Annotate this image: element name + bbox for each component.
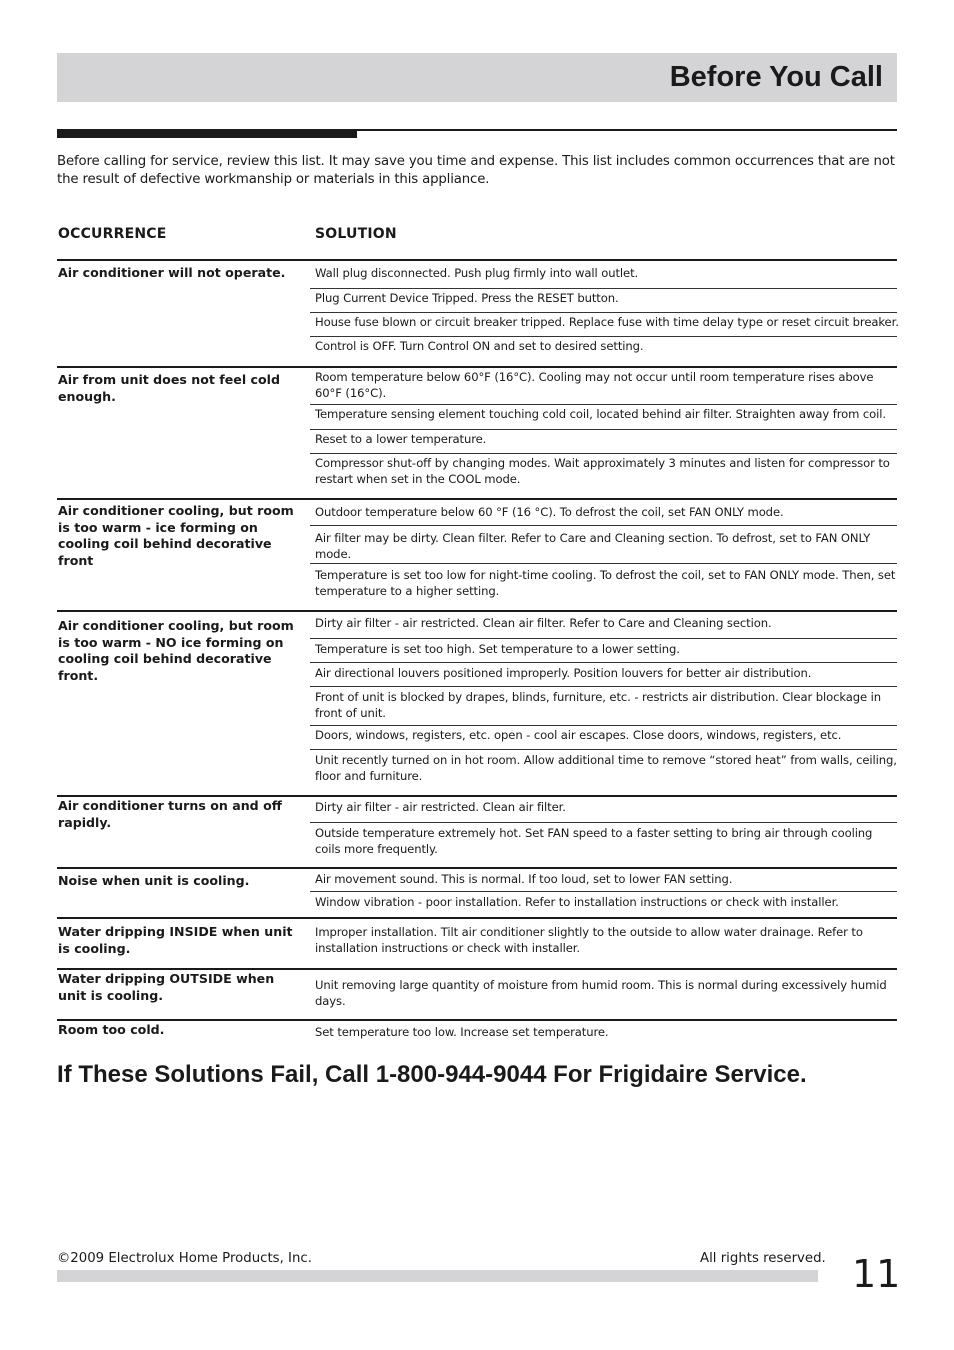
solution-cell: Control is OFF. Turn Control ON and set to desired setting. (315, 339, 644, 353)
solution-cell: Outdoor temperature below 60 °F (16 °C). To defrost the coil, set FAN ONLY mode. (315, 505, 784, 519)
group-divider (57, 867, 897, 869)
group-divider (57, 259, 897, 261)
intro-paragraph: Before calling for service, review this list. It may save you time and expense. This list includes common occurrences that are not the result of defective workmanship or materials in this appliance. (57, 154, 895, 187)
footer-rights: All rights reserved. (700, 1251, 826, 1266)
occurrence-cell: Water dripping INSIDE when unit is cooling. (58, 924, 293, 956)
solution-cell: Unit removing large quantity of moisture from humid room. This is normal during excessively humid days. (315, 978, 887, 1008)
solution-divider (310, 686, 897, 687)
solution-divider (310, 749, 897, 750)
group-divider (57, 968, 897, 970)
solution-cell: Unit recently turned on in hot room. Allow additional time to remove “stored heat” from walls, ceiling, floor and furniture. (315, 753, 897, 783)
group-divider (57, 917, 897, 919)
page-title: Before You Call (669, 61, 883, 93)
solution-divider (310, 404, 897, 405)
occurrence-cell: Room too cold. (58, 1022, 165, 1037)
solution-cell: Doors, windows, registers, etc. open - cool air escapes. Close doors, windows, registers, etc. (315, 728, 842, 742)
occurrence-cell: Water dripping OUTSIDE when unit is cooling. (58, 971, 275, 1003)
occurrence-cell: Air from unit does not feel cold enough. (58, 372, 280, 404)
solution-cell: House fuse blown or circuit breaker tripped. Replace fuse with time delay type or reset circuit breaker. (315, 315, 899, 329)
solution-divider (310, 891, 897, 892)
column-header-occurrence: OCCURRENCE (58, 226, 167, 242)
solution-divider (310, 336, 897, 337)
solution-divider (310, 822, 897, 823)
group-divider (57, 610, 897, 612)
group-divider (57, 366, 897, 368)
solution-divider (310, 725, 897, 726)
page-number: 11 (852, 1252, 901, 1296)
group-divider (57, 1019, 897, 1021)
solution-cell: Room temperature below 60°F (16°C). Cooling may not occur until room temperature rises above 60°F (16°C). (315, 370, 874, 400)
solution-cell: Improper installation. Tilt air conditioner slightly to the outside to allow water drainage. Refer to installation instructions or check with installer. (315, 925, 863, 955)
solution-divider (310, 288, 897, 289)
solution-divider (310, 525, 897, 526)
occurrence-cell: Air conditioner cooling, but room is too warm - ice forming on cooling coil behind decorative front (58, 503, 294, 568)
solution-cell: Compressor shut-off by changing modes. Wait approximately 3 minutes and listen for compressor to restart when set in the COOL mode. (315, 456, 890, 486)
occurrence-cell: Air conditioner turns on and off rapidly. (58, 798, 282, 830)
group-divider (57, 498, 897, 500)
footer-copyright: ©2009 Electrolux Home Products, Inc. (57, 1251, 312, 1266)
solution-cell: Air movement sound. This is normal. If too loud, set to lower FAN setting. (315, 872, 733, 886)
occurrence-cell: Air conditioner cooling, but room is too warm - NO ice forming on cooling coil behind decorative front. (58, 618, 294, 683)
solution-cell: Set temperature too low. Increase set temperature. (315, 1025, 609, 1039)
solution-cell: Temperature is set too high. Set temperature to a lower setting. (315, 642, 680, 656)
solution-cell: Dirty air filter - air restricted. Clean air filter. Refer to Care and Cleaning section. (315, 616, 772, 630)
solution-cell: Air filter may be dirty. Clean filter. Refer to Care and Cleaning section. To defrost, set to FAN ONLY mode. (315, 531, 871, 561)
column-header-solution: SOLUTION (315, 226, 397, 242)
group-divider (57, 795, 897, 797)
solution-cell: Air directional louvers positioned improperly. Position louvers for better air distribution. (315, 666, 812, 680)
service-callout: If These Solutions Fail, Call 1-800-944-9044 For Frigidaire Service. (57, 1061, 807, 1088)
solution-cell: Dirty air filter - air restricted. Clean air filter. (315, 800, 566, 814)
solution-divider (310, 563, 897, 564)
solution-cell: Temperature is set too low for night-time cooling. To defrost the coil, set to FAN ONLY mode. Then, set temperature to a higher setting. (315, 568, 896, 598)
solution-divider (310, 638, 897, 639)
solution-cell: Plug Current Device Tripped. Press the RESET button. (315, 291, 619, 305)
solution-cell: Temperature sensing element touching cold coil, located behind air filter. Straighten away from coil. (315, 407, 886, 421)
solution-cell: Front of unit is blocked by drapes, blinds, furniture, etc. - restricts air distribution. Clear blockage in front of unit. (315, 690, 882, 720)
solution-divider (310, 312, 897, 313)
occurrence-cell: Noise when unit is cooling. (58, 873, 250, 888)
solution-cell: Reset to a lower temperature. (315, 432, 487, 446)
solution-divider (310, 662, 897, 663)
solution-divider (310, 453, 897, 454)
solution-cell: Outside temperature extremely hot. Set FAN speed to a faster setting to bring air through cooling coils more frequently. (315, 826, 873, 856)
solution-divider (310, 429, 897, 430)
footer-band (57, 1270, 818, 1282)
solution-cell: Window vibration - poor installation. Refer to installation instructions or check with installer. (315, 895, 839, 909)
occurrence-cell: Air conditioner will not operate. (58, 265, 286, 280)
solution-cell: Wall plug disconnected. Push plug firmly into wall outlet. (315, 266, 639, 280)
